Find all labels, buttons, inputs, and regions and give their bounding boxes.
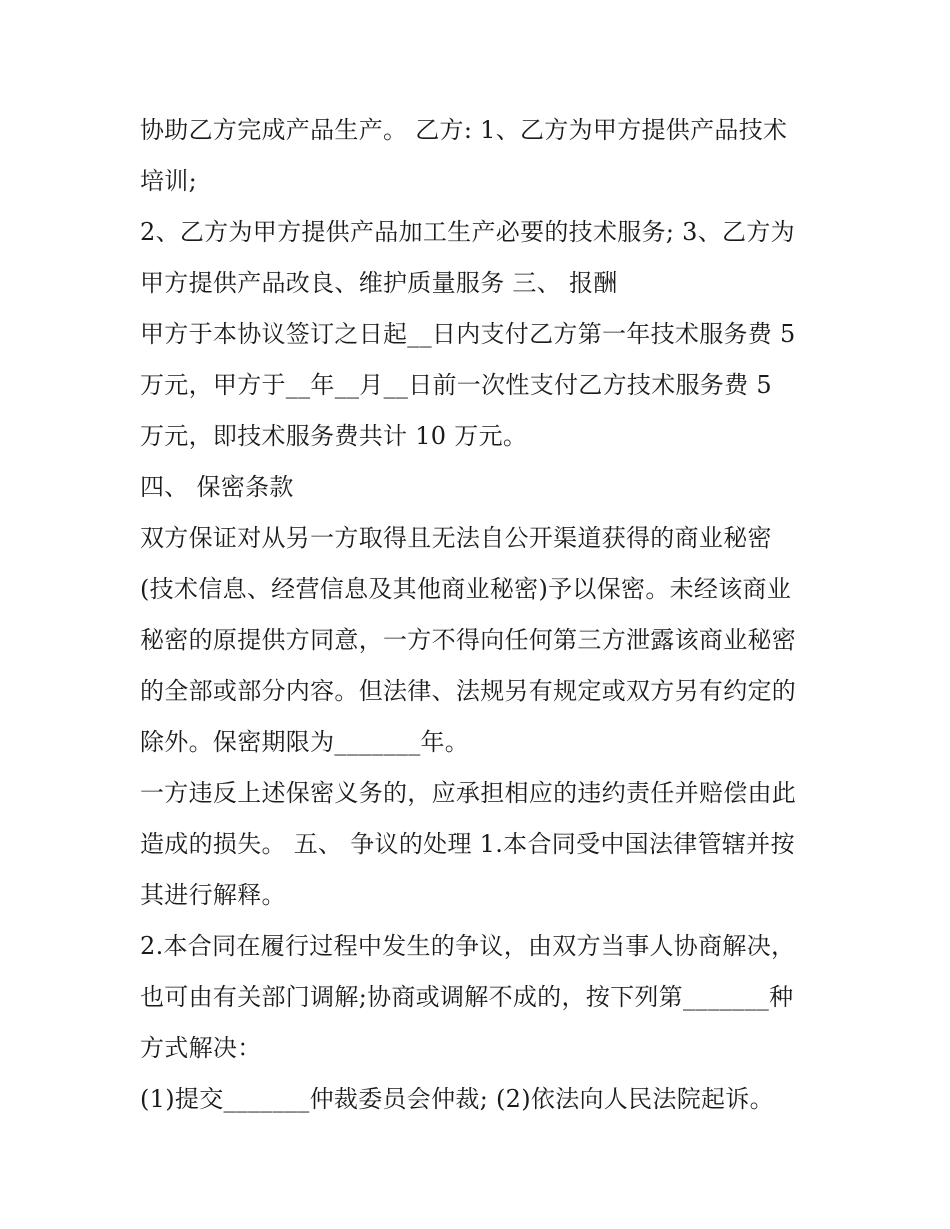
text-line: (1)提交_______仲裁委员会仲裁; (2)依法向人民法院起诉。 xyxy=(140,1085,774,1113)
text-line: 万元，即技术服务费共计 10 万元。 xyxy=(140,422,528,450)
section-heading: 四、 保密条款 xyxy=(140,473,294,501)
text-line: 双方保证对从另一方取得且无法自公开渠道获得的商业秘密 xyxy=(140,524,772,552)
text-line: (技术信息、经营信息及其他商业秘密)予以保密。未经该商业 xyxy=(140,575,792,603)
text-line: 除外。保密期限为_______年。 xyxy=(140,728,470,756)
contract-body-text xyxy=(140,105,820,1125)
text-line: 一方违反上述保密义务的，应承担相应的违约责任并赔偿由此 xyxy=(140,779,797,807)
text-line: 2、乙方为甲方提供产品加工生产必要的技术服务; 3、乙方为 xyxy=(140,218,795,246)
text-line: 秘密的原提供方同意，一方不得向任何第三方泄露该商业秘密 xyxy=(140,626,797,654)
text-line: 方式解决： xyxy=(140,1034,262,1062)
text-line: 其进行解释。 xyxy=(140,881,286,909)
text-line: 2.本合同在履行过程中发生的争议，由双方当事人协商解决， xyxy=(140,932,796,960)
text-line: 协助乙方完成产品生产。 乙方: 1、乙方为甲方提供产品技术 xyxy=(140,116,788,144)
text-line: 的全部或部分内容。但法律、法规另有规定或双方另有约定的 xyxy=(140,677,797,705)
text-line: 造成的损失。 五、 争议的处理 1.本合同受中国法律管辖并按 xyxy=(140,830,795,858)
text-line: 甲方于本协议签订之日起__日内支付乙方第一年技术服务费 5 xyxy=(140,320,796,348)
text-line: 也可由有关部门调解;协商或调解不成的，按下列第_______种 xyxy=(140,983,794,1011)
text-line: 培训; xyxy=(140,167,197,195)
text-line: 甲方提供产品改良、维护质量服务 三、 报酬 xyxy=(140,269,618,297)
text-line: 万元，甲方于__年__月__日前一次性支付乙方技术服务费 5 xyxy=(140,371,772,399)
